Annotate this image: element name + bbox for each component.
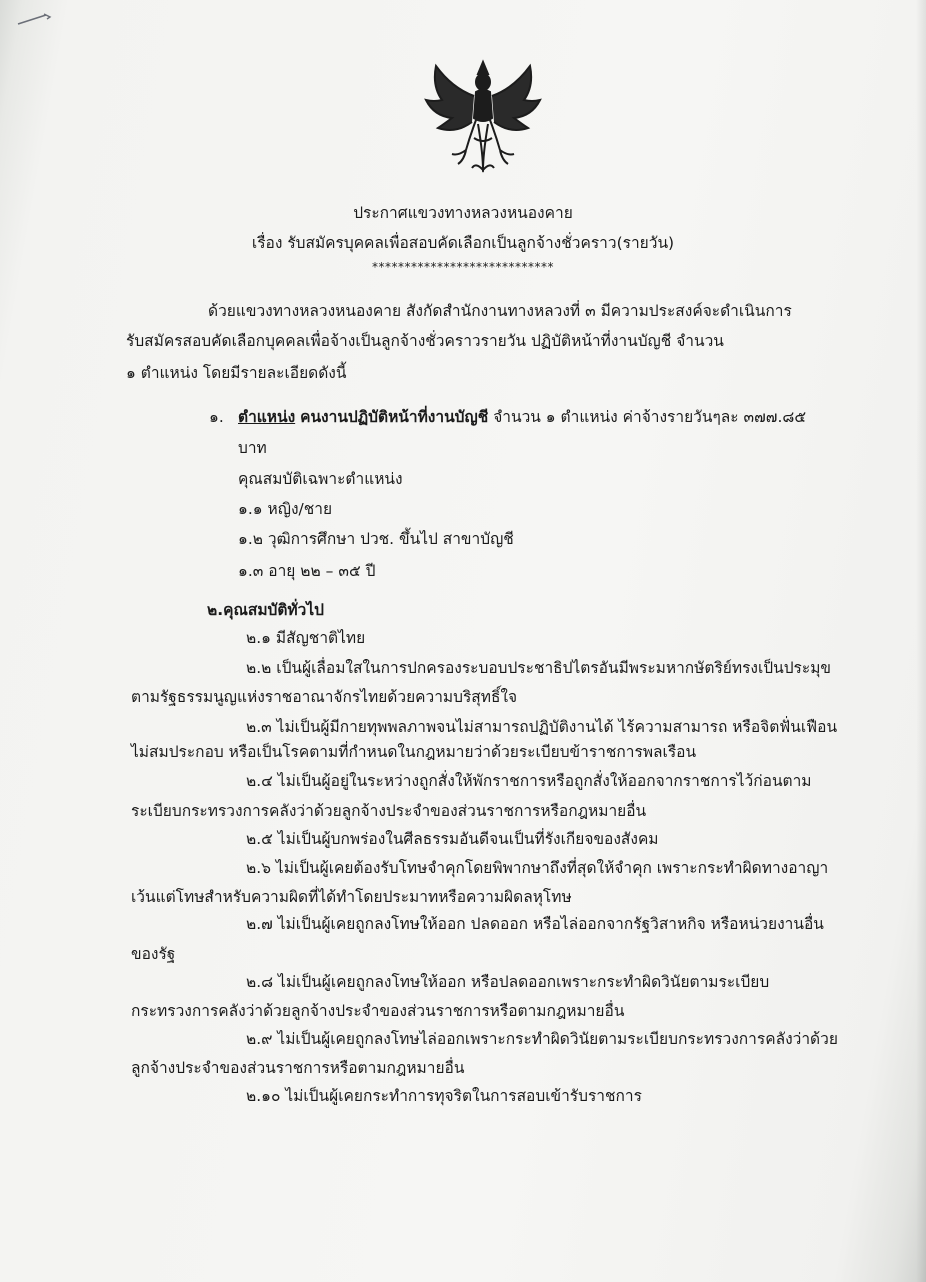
page-edge-shadow bbox=[916, 0, 926, 1282]
qualification-line: ๒.๑ มีสัญชาติไทย bbox=[246, 629, 366, 647]
qualification-line: ๒.๑๐ ไม่เป็นผู้เคยกระทำการทุจริตในการสอบเข้ารับราชการ bbox=[246, 1087, 642, 1105]
qualification-line: ๒.๗ ไม่เป็นผู้เคยถูกลงโทษให้ออก ปลดออก หรือไล่ออกจากรัฐวิสาหกิจ หรือหน่วยงานอื่น bbox=[246, 915, 824, 933]
specific-item: ๑.๑ หญิง/ชาย bbox=[238, 500, 333, 518]
qualification-line: กระทรวงการคลังว่าด้วยลูกจ้างประจำของส่วนราชการหรือตามกฎหมายอื่น bbox=[131, 1002, 625, 1020]
qualification-line: ของรัฐ bbox=[131, 945, 176, 963]
specific-item: ๑.๒ วุฒิการศึกษา ปวช. ขึ้นไป สาขาบัญชี bbox=[238, 530, 514, 548]
garuda-emblem-icon bbox=[418, 58, 548, 178]
intro-line-1: ด้วยแขวงทางหลวงหนองคาย สังกัดสำนักงานทางหลวงที่ ๓ มีความประสงค์จะดำเนินการ bbox=[208, 302, 792, 320]
title-divider: **************************** bbox=[372, 260, 554, 274]
staple-icon bbox=[16, 12, 52, 26]
qualification-line: ๒.๒ เป็นผู้เลื่อมใสในการปกครองระบอบประชาธิปไตรอันมีพระมหากษัตริย์ทรงเป็นประมุข bbox=[246, 659, 832, 677]
qualification-line: ๒.๘ ไม่เป็นผู้เคยถูกลงโทษให้ออก หรือปลดออกเพราะกระทำผิดวินัยตามระเบียบ bbox=[246, 973, 770, 991]
specific-item: ๑.๓ อายุ ๒๒ – ๓๕ ปี bbox=[238, 562, 376, 580]
qualification-line: เว้นแต่โทษสำหรับความผิดที่ได้ทำโดยประมาทหรือความผิดลหุโทษ bbox=[131, 888, 572, 906]
intro-line-3: ๑ ตำแหน่ง โดยมีรายละเอียดดังนี้ bbox=[126, 364, 347, 382]
wage-unit: บาท bbox=[238, 439, 267, 457]
document-title: ประกาศแขวงทางหลวงหนองคาย bbox=[353, 204, 573, 222]
qualification-line: ๒.๖ ไม่เป็นผู้เคยต้องรับโทษจำคุกโดยพิพากษาถึงที่สุดให้จำคุก เพราะกระทำผิดทางอาญา bbox=[246, 859, 829, 877]
section-1-number: ๑. bbox=[209, 408, 224, 426]
qualification-line: ไม่สมประกอบ หรือเป็นโรคตามที่กำหนดในกฎหมายว่าด้วยระเบียบข้าราชการพลเรือน bbox=[131, 743, 697, 761]
document-subject: เรื่อง รับสมัครบุคคลเพื่อสอบคัดเลือกเป็นลูกจ้างชั่วคราว(รายวัน) bbox=[251, 234, 675, 252]
qualification-line: ๒.๙ ไม่เป็นผู้เคยถูกลงโทษไล่ออกเพราะกระทำผิดวินัยตามระเบียบกระทรวงการคลังว่าด้วย bbox=[246, 1030, 838, 1048]
section-1-position-line bbox=[238, 407, 806, 427]
position-name: คนงานปฏิบัติหน้าที่งานบัญชี bbox=[300, 408, 489, 426]
qualification-line: ๒.๔ ไม่เป็นผู้อยู่ในระหว่างถูกสั่งให้พักราชการหรือถูกสั่งให้ออกจากราชการไว้ก่อนตาม bbox=[246, 772, 812, 790]
specific-qualifications-heading: คุณสมบัติเฉพาะตำแหน่ง bbox=[238, 470, 403, 488]
position-detail: จำนวน ๑ ตำแหน่ง ค่าจ้างรายวันๆละ ๓๗๗.๘๕ bbox=[493, 408, 807, 426]
general-qualifications-heading: ๒.คุณสมบัติทั่วไป bbox=[207, 601, 324, 619]
qualification-line: ๒.๓ ไม่เป็นผู้มีกายทุพพลภาพจนไม่สามารถปฏิบัติงานได้ ไร้ความสามารถ หรือจิตฟั่นเฟือน bbox=[246, 718, 838, 736]
qualification-line: ลูกจ้างประจำของส่วนราชการหรือตามกฎหมายอื่น bbox=[131, 1059, 465, 1077]
position-label: ตำแหน่ง bbox=[238, 408, 296, 426]
qualification-line: ๒.๕ ไม่เป็นผู้บกพร่องในศีลธรรมอันดีจนเป็นที่รังเกียจของสังคม bbox=[246, 830, 659, 848]
intro-line-2: รับสมัครสอบคัดเลือกบุคคลเพื่อจ้างเป็นลูกจ้างชั่วคราวรายวัน ปฏิบัติหน้าที่งานบัญชี จำนวน bbox=[126, 332, 724, 350]
qualification-line: ตามรัฐธรรมนูญแห่งราชอาณาจักรไทยด้วยความบริสุทธิ์ใจ bbox=[131, 688, 518, 706]
qualification-line: ระเบียบกระทรวงการคลังว่าด้วยลูกจ้างประจำของส่วนราชการหรือกฎหมายอื่น bbox=[131, 802, 647, 820]
